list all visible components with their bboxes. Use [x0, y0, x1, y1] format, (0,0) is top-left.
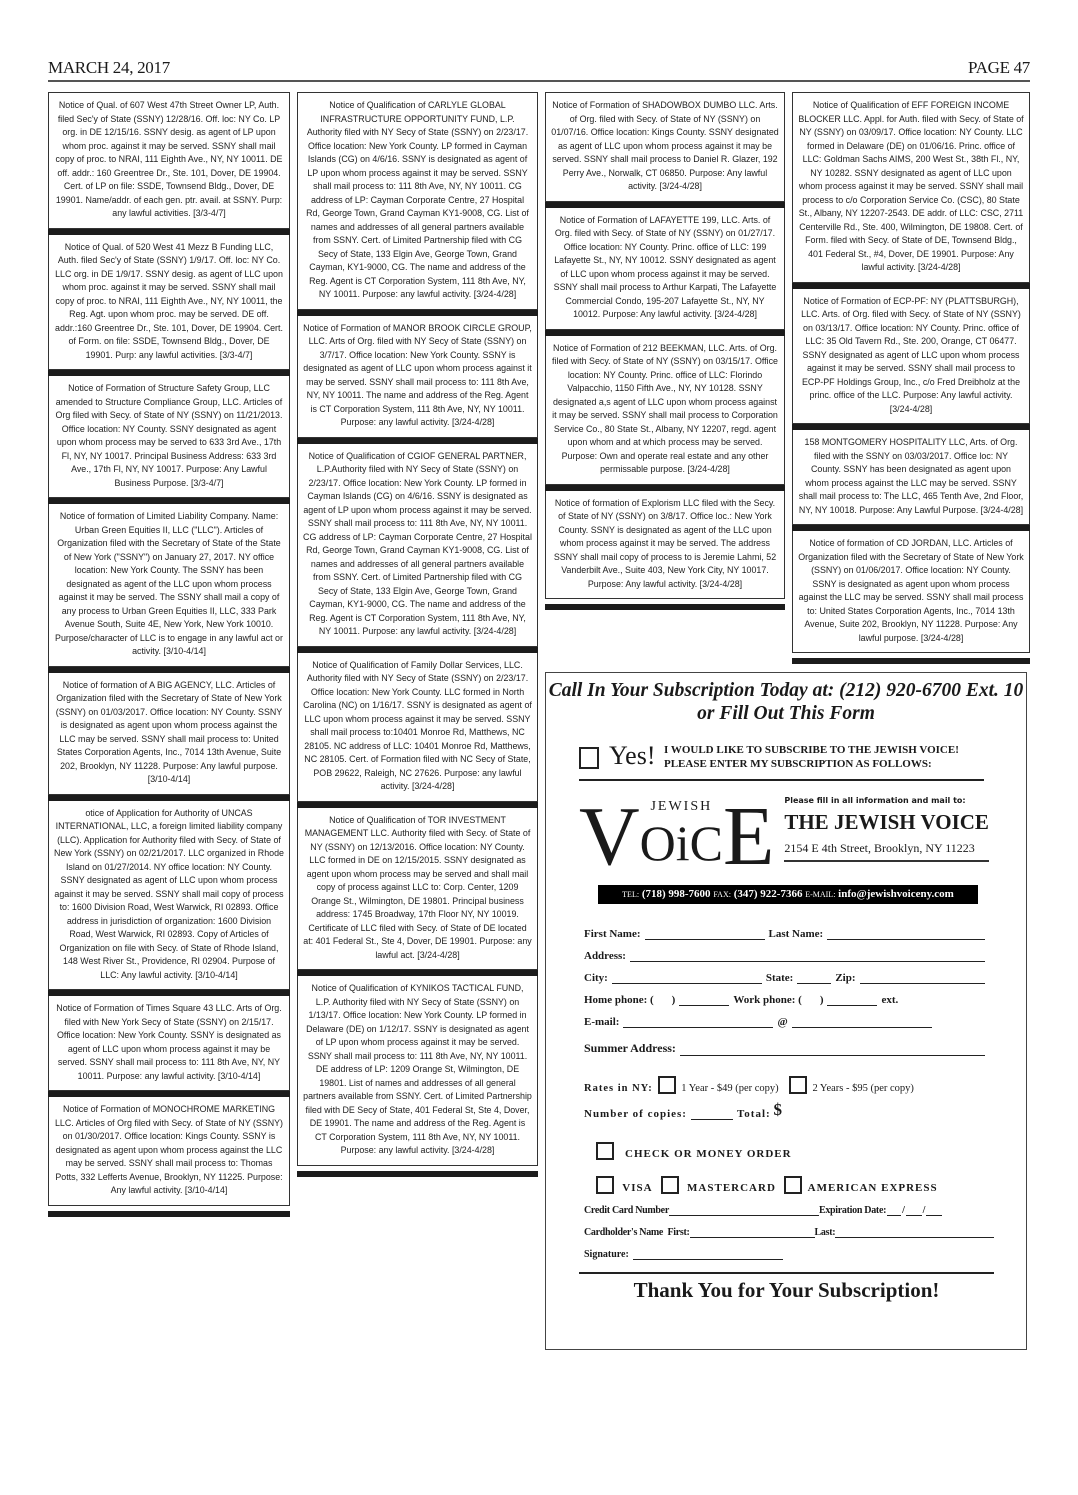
exp-year-field[interactable]	[926, 1203, 942, 1216]
email[interactable]: info@jewishvoiceny.com	[838, 888, 954, 900]
mail-address: 2154 E 4th Street, Brooklyn, NY 11223	[784, 837, 989, 862]
mastercard-label: MASTERCARD	[687, 1182, 776, 1194]
cc-number-label: Credit Card Number	[584, 1205, 669, 1216]
email-label: E-MAIL:	[805, 890, 836, 899]
last-name-field[interactable]	[827, 927, 985, 940]
notices-column-3	[545, 92, 785, 610]
email-field-label: E-mail:	[584, 1016, 620, 1028]
mail-to-block	[784, 795, 989, 862]
logo-jewish: JEWISH	[650, 799, 713, 814]
cardholder-label: Cardholder's Name	[584, 1227, 664, 1238]
call-line-1: Call In Your Subscription Today at: (212) 920-6700 Ext. 10	[548, 680, 1024, 701]
at-sign: @	[777, 1016, 788, 1028]
notices-column-1	[48, 92, 290, 1217]
legal-notice: Notice of Qual. of 607 West 47th Street Owner LP, Auth. filed Sec'y of State (SSNY) 12/28/16. Off. loc: NY Co. LP org. in DE 12/15/16. SSNY desig. as agent of LP upon whom proc. against it may be served. SSNY shall mail copy of proc. to NRAI, 111 Eighth Ave., NY, NY 10011. DE off. addr.: 160 Greentree Dr., Ste. 101, Dover, DE 19904. Cert. of LP on file: SSDE, Townsend Bldg., Dover, DE 19901. Name/addr. of each gen. ptr. avail. at SSNY. Purp: any lawful activities. [3/3-4/7]	[48, 92, 290, 229]
legal-notice: Notice of Qual. of 520 West 41 Mezz B Funding LLC, Auth. filed Sec'y of State (SSNY) 1/9/17. Off. loc: NY Co. LLC org. in DE 1/9/17. SSNY desig. as agent of LLC upon whom proc. against it may be served. SSNY shall mail copy of proc. to NRAI, 111 Eighth Ave., NY, NY 10011, the Reg. Agt. upon whom proc. may be served. DE off. addr.:160 Greentree Dr., Ste. 101, Dover, DE 19904. Cert. of Form. on file: SSDE, Townsend Bldg., Dover, DE 19901. Purp: any lawful activities. [3/3-4/7]	[48, 235, 290, 371]
call-line-2: or Fill Out This Form	[697, 703, 875, 724]
notices-column-4	[792, 92, 1030, 664]
copies-field[interactable]	[691, 1107, 733, 1120]
address-field[interactable]	[630, 949, 985, 962]
zip-field[interactable]	[860, 971, 985, 984]
paren: )	[671, 994, 676, 1006]
exp-day-field[interactable]	[906, 1203, 922, 1216]
two-year-checkbox[interactable]	[789, 1076, 807, 1094]
slash: /	[902, 1205, 905, 1216]
legal-notice: 158 MONTGOMERY HOSPITALITY LLC, Arts. of Org. filed with the SSNY on 03/03/2017. Office loc: NY County. SSNY has been designated as agent upon whom process against the LLC may be served. SSNY shall mail process to: The LLC, 465 Tenth Ave, 2nd Floor, NY, NY 10018. Purpose: Any Lawful Purpose. [3/24-4/28]	[792, 430, 1030, 525]
zip-label: Zip:	[835, 972, 856, 984]
last-name-label: Last Name:	[768, 928, 824, 940]
legal-notice: Notice of formation of CD JORDAN, LLC. Articles of Organization filed with the Secretary of State of New York (SSNY) on 01/06/2017. Office location: NY County. SSNY is designated as agent upon whom process against the LLC may be served. SSNY shall mail process to: United States Corporation Agents, Inc., 7014 13th Avenue, Suite 202, Brooklyn, NY 11228. Purpose: Any lawful purpose. [3/24-4/28]	[792, 531, 1030, 653]
check-label: CHECK OR MONEY ORDER	[625, 1148, 792, 1160]
contact-bar	[598, 885, 978, 904]
work-phone-label: Work phone: (	[733, 994, 802, 1006]
legal-notice: Notice of Formation of SHADOWBOX DUMBO LLC. Arts. of Org. filed with Secy. of State of NY (SSNY) on 01/07/16. Office location: Kings County. SSNY designated as agent of LLC upon whom process against it may be served. SSNY shall mail process to Daniel R. Glazer, 192 Perry Ave., Norwalk, CT 06850. Purpose: Any lawful activity. [3/24-4/28]	[545, 92, 785, 202]
mail-name: THE JEWISH VOICE	[784, 810, 989, 834]
tel-label: TEL:	[622, 890, 640, 899]
summer-address-field[interactable]	[680, 1043, 985, 1056]
yes-text	[664, 743, 959, 771]
signature-label: Signature:	[584, 1249, 629, 1260]
mastercard-checkbox[interactable]	[661, 1176, 679, 1194]
legal-notice: Notice of Formation of ECP-PF: NY (PLATTSBURGH), LLC. Arts. of Org. filed with Secy. of State of NY (SSNY) on 03/13/17. Office location: NY County. Princ. office of LLC: 35 Old Tavern Rd., Ste. 200, Orange, CT 06477. SSNY designated as agent of LLC upon whom process against it may be served. SSNY shall mail process to ECP-PF Holdings Group, Inc., c/o Fred Dreibholz at the princ. office of the LLC. Purpose: Any lawful activity. [3/24-4/28]	[792, 289, 1030, 425]
legal-notice: Notice of Qualification of CARLYLE GLOBAL INFRASTRUCTURE OPPORTUNITY FUND, L.P. Authority filed with NY Secy of State (SSNY) on 2/23/17. Office location: New York County. LP formed in Cayman Islands (CG) on 4/6/16. SSNY is designated as agent of LP upon whom process against it may be served. SSNY shall mail process to: 111 8th Ave, NY, NY 10011. CG address of LP: Cayman Corporate Centre, 27 Hospital Rd, George Town, Grand Cayman KY1-9008, CG. List of names and addresses of all general partners available from SSNY. Cert. of Limited Partnership filed with CG Secy of State, 133 Elgin Ave, George Town, Grand Cayman, KY1-9000, CG. The name and address of the Reg. Agent is CT Corporation System, 111 8th Ave, NY, NY 10011. Purpose: any lawful activity. [3/24-4/28]	[297, 92, 538, 310]
signature-field[interactable]	[633, 1247, 783, 1260]
amex-label: AMERICAN EXPRESS	[807, 1182, 938, 1194]
legal-notice: Notice of formation of A BIG AGENCY, LLC. Articles of Organization filed with the Secretary of State of New York (SSNY) on 01/03/2017. Office location: NY County. SSNY is designated as agent upon whom process against the LLC may be served. SSNY shall mail process to: United States Corporation Agents, Inc., 7014 13th Avenue, Suite 202, Brooklyn, NY 11228. Purpose: Any lawful purpose. [3/10-4/14]	[48, 673, 290, 795]
one-year-checkbox[interactable]	[658, 1076, 676, 1094]
expiration-label: Expiration Date:	[818, 1205, 887, 1216]
work-phone-field[interactable]	[827, 993, 877, 1006]
legal-notice: otice of Application for Authority of UNCAS INTERNATIONAL, LLC, a foreign limited liability company (LLC). Application for Authority filed with Secy. of State of New York (SSNY) on 02/21/2017. LLC organized in Rhode Island on 01/27/2014. NY office location: NY County. SSNY designated as agent of LLC upon whom process against it may be served. SSNY shall mail copy of process to: 1600 Division Road, West Warwick, RI 02893. Office address in jurisdiction of organization: 1600 Division Road, West Warwick, RI 02893. Copy of Articles of Organization on file with Secy. of State of Rhode Island, 148 West River St., Providence, RI 02904. Purpose of LLC: Any lawful activity. [3/10-4/14]	[48, 801, 290, 991]
notice-divider	[545, 604, 785, 610]
notice-divider	[48, 1211, 290, 1217]
two-year-rate: 2 Years - $95 (per copy)	[812, 1083, 914, 1094]
home-phone-label: Home phone: (	[584, 994, 654, 1006]
legal-notice: Notice of Formation of MANOR BROOK CIRCLE GROUP, LLC. Arts of Org. filed with NY Secy of State (SSNY) on 3/7/17. Office location: New York County. SSNY is designated as agent of LLC upon whom process against it may be served. SSNY shall mail process to: 111 8th Ave, NY, NY 10011. The name and address of the Reg. Agent is CT Corporation System, 111 8th Ave, NY, NY 10011. Purpose: any lawful activity. [3/24-4/28]	[297, 316, 538, 438]
dollar-sign: $	[773, 1100, 782, 1119]
payment-section	[584, 1124, 994, 1260]
legal-notice: Notice of Qualification of Family Dollar Services, LLC. Authority filed with NY Secy of State (SSNY) on 2/23/17. Office location: New York County. LLC formed in North Carolina (NC) on 1/16/17. SSNY is designated as agent of LLC upon whom process against it may be served. SSNY shall mail process to:10401 Monroe Rd, Matthews, NC 28105. NC address of LLC: 10401 Monroe Rd, Matthews, NC 28105. Cert. of Formation filed with NC Secy of State, POB 29622, Raleigh, NC 27626. Purpose: any lawful activity. [3/24-4/28]	[297, 653, 538, 802]
notice-divider	[297, 1171, 538, 1177]
copies-label: Number of copies:	[584, 1108, 687, 1120]
fax: (347) 922-7366	[733, 888, 803, 900]
notices-column-2	[297, 92, 538, 1177]
address-label: Address:	[584, 950, 626, 962]
yes-line-2: PLEASE ENTER MY SUBSCRIPTION AS FOLLOWS:	[664, 758, 932, 770]
slash: /	[922, 1205, 926, 1216]
visa-checkbox[interactable]	[596, 1176, 614, 1194]
logo-v: V	[579, 790, 640, 883]
tel: (718) 998-7600	[641, 888, 711, 900]
right-section	[545, 92, 1030, 1350]
email-domain-field[interactable]	[792, 1015, 932, 1028]
visa-label: VISA	[622, 1182, 653, 1194]
paren: )	[819, 994, 824, 1006]
total-label: Total:	[736, 1108, 771, 1120]
contact-fields	[584, 918, 989, 1120]
home-phone-field[interactable]	[679, 993, 729, 1006]
yes-checkbox[interactable]	[579, 747, 599, 769]
jewish-voice-logo	[579, 790, 775, 883]
yes-label: Yes!	[609, 741, 656, 770]
brand-block	[579, 790, 989, 883]
legal-notice: Notice of Qualification of EFF FOREIGN INCOME BLOCKER LLC. Appl. for Auth. filed with Secy. of State of NY (SSNY) on 03/09/17. Office location: NY County. LLC formed in Delaware (DE) on 01/06/16. Princ. office of LLC: Goldman Sachs AIMS, 200 West St., 38th Fl., NY, NY 10282. SSNY designated as agent of LLC upon whom process against it may be served. SSNY shall mail process to c/o Corporation Service Co. (CSC), 80 State St., Albany, NY 12207-2543. DE addr. of LLC: CSC, 2711 Centerville Rd., Ste. 400, Wilmington, DE 19808. Cert. of Form. filed with Secy. of State of DE, Townsend Bldg., 401 Federal St., #4, Dover, DE 19901. Purpose: Any lawful activity. [3/24-4/28]	[792, 92, 1030, 283]
mail-prompt: Please fill in all information and mail to:	[784, 796, 966, 805]
fax-label: FAX:	[713, 890, 731, 899]
ext-label: ext.	[881, 994, 899, 1006]
logo-oic: OiC	[639, 815, 724, 871]
issue-date: MARCH 24, 2017	[48, 58, 170, 77]
legal-notice: Notice of Formation of LAFAYETTE 199, LLC. Arts. of Org. filed with Secy. of State of NY (SSNY) on 01/27/17. Office location: NY County. Princ. office of LLC: 199 Lafayette St., NY, NY 10012. SSNY designated as agent of LLC upon whom process against it may be served. SSNY shall mail process to Arthur Karpati, The Lafayette Commercial Condo, 195-207 Lafayette St., NY, NY 10012. Purpose: Any lawful activity. [3/24-4/28]	[545, 208, 785, 330]
first-name-field[interactable]	[645, 927, 765, 940]
yes-subscribe-row	[579, 739, 984, 781]
cardholder-last-label: Last:	[814, 1227, 836, 1238]
yes-line-1: I WOULD LIKE TO SUBSCRIBE TO THE JEWISH VOICE!	[664, 744, 959, 756]
legal-notice: Notice of Qualification of CGIOF GENERAL PARTNER, L.P.Authority filed with NY Secy of State (SSNY) on 2/23/17. Office location: New York County. LP formed in Cayman Islands (CG) on 4/6/16. SSNY is designated as agent of LP upon whom process against it may be served. SSNY shall mail process to: 111 8th Ave, NY, NY 10011. CG address of LP: Cayman Corporate Centre, 27 Hospital Rd, George Town, Grand Cayman KY1-9008, CG. List of names and addresses of all general partners available from SSNY. Cert. of Limited Partnership filed with CG Secy of State, 133 Elgin Ave, George Town, Grand Cayman, KY1-9000, CG. The name and address of the Reg. Agent is CT Corporation System, 111 8th Ave, NY, NY 10011. Purpose: any lawful activity. [3/24-4/28]	[297, 444, 538, 647]
legal-notice: Notice of Formation of MONOCHROME MARKETING LLC. Articles of Org filed with Secy. of State of NY (SSNY) on 01/30/2017. Office location: Kings County. SSNY is designated as agent upon whom process against the LLC may be served. SSNY shall mail process to: Thomas Potts, 332 Lefferts Avenue, Brooklyn, NY 11225. Purpose: Any lawful activity. [3/10-4/14]	[48, 1097, 290, 1206]
check-checkbox[interactable]	[596, 1142, 614, 1160]
legal-notice: Notice of Formation of Times Square 43 LLC. Arts of Org. filed with New York Secy of State (SSNY) on 2/15/17. Office location: New York County. SSNY is designated as agent of LLC upon whom process against it may be served. SSNY shall mail process to: 111 8th Ave, NY, NY 10011. Purpose: any lawful activity. [3/10-4/14]	[48, 996, 290, 1091]
legal-notice: Notice of Qualification of TOR INVESTMENT MANAGEMENT LLC. Authority filed with Secy. of State of NY (SSNY) on 12/13/2016. Office location: NY County. LLC formed in DE on 12/15/2015. SSNY designated as agent upon whom process may be served and shall mail copy of process against LLC to: Corp. Center, 1209 Orange St., Wilmington, DE 19801. Principal business address: 1745 Broadway, 17th Floor NY, NY 10019. Certificate of LLC filed with Secy. of State of DE located at: 401 Federal St., Ste 4, Dover, DE 19901. Purpose: any lawful act. [3/24-4/28]	[297, 808, 538, 971]
legal-notice: Notice of formation of Limited Liability Company. Name: Urban Green Equities II, LLC ("LLC"). Articles of Organization filed with the Secretary of State of the State of New York ("SSNY") on January 27, 2017. NY office location: New York County. The SSNY has been designated as agent of the LLC upon whom process against it may be served. The SSNY shall mail a copy of any process to Urban Green Equities II, LLC, 333 Park Avenue South, Suite 4E, New York, New York 10010. Purpose/character of LLC is to engage in any lawful act or activity. [3/10-4/14]	[48, 504, 290, 667]
legal-notice: Notice of formation of Explorism LLC filed with the Secy. of State of NY (SSNY) on 3/8/17. Office loc.: New York County. SSNY is designated as agent of the LLC upon whom process against it may be served. The address SSNY shall mail copy of process to is Jeremie Lahmi, 52 Vanderbilt Ave., Suite 403, New York City, NY 10017. Purpose: Any lawful activity. [3/24-4/28]	[545, 491, 785, 600]
page-number: PAGE 47	[968, 58, 1030, 77]
amex-checkbox[interactable]	[784, 1176, 802, 1194]
right-notice-columns	[545, 92, 1030, 664]
cc-number-field[interactable]	[669, 1203, 819, 1216]
city-field[interactable]	[612, 971, 762, 984]
legal-notice: Notice of Qualification of KYNIKOS TACTICAL FUND, L.P. Authority filed with NY Secy of State (SSNY) on 1/13/17. Office location: New York County. LP formed in Delaware (DE) on 1/12/17. SSNY is designated as agent of LP upon whom process against it may be served. SSNY shall mail process to: 111 8th Ave, NY, NY 10011. DE address of LP: 1209 Orange St, Wilmington, DE 19801. List of names and addresses of all general partners available from SSNY. Cert. of Limited Partnership filed with DE Secy of State, 401 Federal St, Ste 4, Dover, DE 19901. The name and address of the Reg. Agent is CT Corporation System, 111 8th Ave, NY, NY 10011. Purpose: any lawful activity. [3/24-4/28]	[297, 976, 538, 1166]
one-year-rate: 1 Year - $49 (per copy)	[681, 1083, 779, 1094]
email-user-field[interactable]	[623, 1015, 773, 1028]
exp-month-field[interactable]	[887, 1203, 901, 1216]
page-header	[48, 56, 1030, 82]
notice-divider	[792, 658, 1030, 664]
thank-you-text: Thank You for Your Subscription!	[579, 1272, 994, 1303]
cardholder-first-field[interactable]	[690, 1225, 815, 1238]
city-label: City:	[584, 972, 608, 984]
summer-address-label: Summer Address:	[584, 1041, 676, 1055]
cardholder-last-field[interactable]	[835, 1225, 994, 1238]
cardholder-first-label: First:	[667, 1227, 690, 1238]
logo-e: E	[723, 790, 775, 883]
state-field[interactable]	[797, 971, 831, 984]
legal-notice: Notice of Formation of Structure Safety Group, LLC amended to Structure Compliance Group, LLC. Articles of Org filed with Secy. of State of NY (SSNY) on 11/21/2013. Office location: NY County. SSNY designated as agent upon whom process may be served to 633 3rd Ave., 17th Fl, NY, NY 10017. Principal Business Address: 633 3rd Ave., 17th Fl, NY, NY 10017. Purpose: Any Lawful Business Purpose. [3/3-4/7]	[48, 376, 290, 498]
subscription-form	[545, 672, 1027, 1350]
rates-label: Rates in NY:	[584, 1083, 653, 1094]
call-in-heading	[546, 679, 1026, 725]
legal-notice: Notice of Formation of 212 BEEKMAN, LLC. Arts. of Org. filed with Secy. of State of NY (SSNY) on 03/15/17. Office location: NY County. Princ. office of LLC: Florindo Valpacchio, 1150 Fifth Ave., NY, NY 10128. SSNY designated a,s agent of LLC upon whom process against it may be served. SSNY shall mail process to Corporation Service Co., 80 State St., Albany, NY 12207, regd. agent upon whom and at which process may be served. Purpose: Own and operate real estate and any other permissable purpose. [3/24-4/28]	[545, 336, 785, 485]
state-label: State:	[765, 972, 794, 984]
logo-middle	[640, 795, 723, 871]
first-name-label: First Name:	[584, 928, 641, 940]
